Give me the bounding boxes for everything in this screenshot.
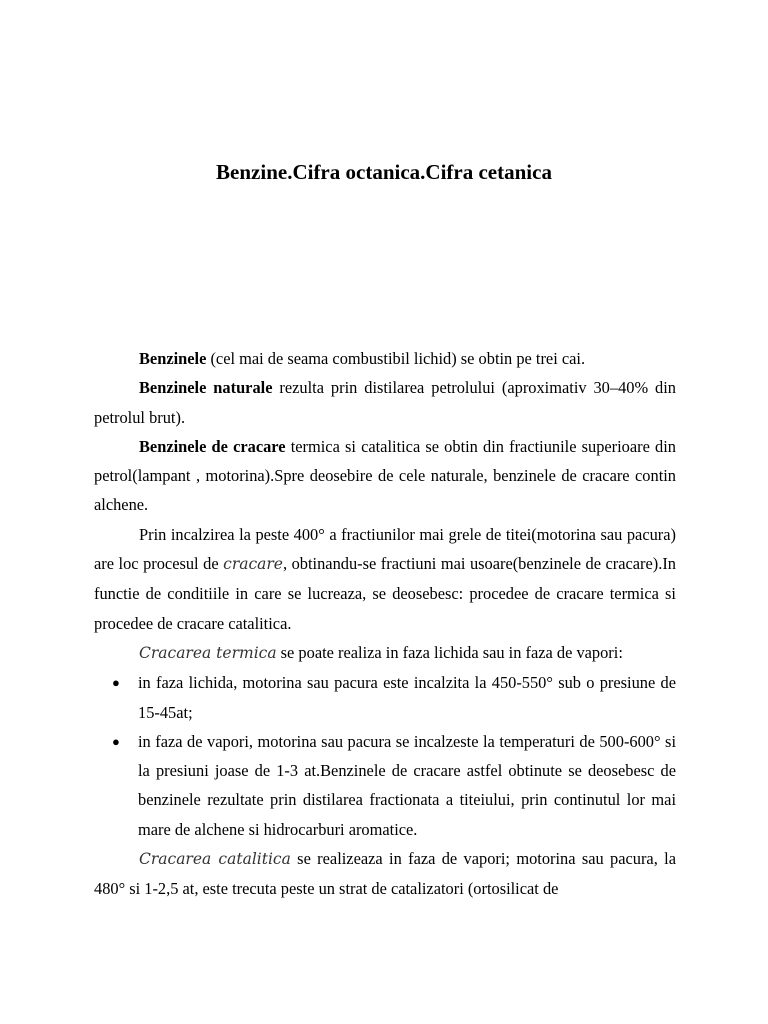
- bold-term: Benzinele de cracare: [139, 436, 286, 456]
- bullet-icon: ●: [112, 675, 120, 691]
- list-item-text: in faza de vapori, motorina sau pacura se incalzeste la temperaturi de 500-600° si la presiuni joase de 1-3 at.Benzinele de cracare astfel obtinute se deosebesc de benzinele rezultate prin distilarea fractionata a titeiului, prin continutul lor mai mare de alchene si hidrocarburi aromatice.: [138, 731, 676, 839]
- paragraph-cracarea-termica: [94, 638, 676, 668]
- list-item-text: in faza lichida, motorina sau pacura este incalzita la 450-550° sub o presiune de 15-45at;: [138, 673, 676, 722]
- paragraph-text: Prin incalzirea la peste 400° a fractiunilor mai grele de titei(motorina sau pacura) are loc procesul de: [94, 524, 676, 574]
- italic-term: Cracarea catalitica: [139, 850, 291, 869]
- list-item: [94, 668, 676, 727]
- paragraph-text: (cel mai de seama combustibil lichid) se obtin pe trei cai.: [206, 349, 586, 368]
- italic-term: cracare: [223, 555, 283, 574]
- paragraph-benzinele: [94, 344, 676, 373]
- bold-term: Benzinele: [139, 349, 207, 368]
- bullet-list: [94, 668, 676, 844]
- document-title: Benzine.Cifra octanica.Cifra cetanica: [216, 160, 552, 184]
- paragraph-text: rezulta prin distilarea petrolului (aproximativ 30–40% din petrolul brut).: [94, 378, 676, 427]
- paragraph-text: , obtinandu-se fractiuni mai usoare(benzinele de cracare).In functie de conditiile in care se lucreaza, se deosebesc: procedee de cracare termica si procedee de cracare catalitica.: [94, 554, 676, 633]
- paragraph-benzinele-de-cracare: [94, 432, 676, 520]
- italic-term: Cracarea termica: [139, 643, 277, 662]
- bullet-icon: ●: [112, 733, 120, 749]
- list-item: [94, 727, 676, 844]
- paragraph-text: se realizeaza in faza de vapori; motorina sau pacura, la 480° si 1-2,5 at, este trecuta peste un strat de catalizatori (ortosilicat de: [94, 849, 676, 899]
- paragraph-cracarea-catalitica: [94, 844, 676, 904]
- paragraph-incalzire: [94, 520, 676, 638]
- paragraph-benzinele-naturale: [94, 373, 676, 432]
- bold-term: Benzinele naturale: [139, 378, 273, 398]
- document-body: [94, 344, 676, 904]
- paragraph-text: se poate realiza in faza lichida sau in faza de vapori:: [276, 642, 623, 662]
- paragraph-text: termica si catalitica se obtin din fractiunile superioare din petrol(lampant , motorina).Spre deosebire de cele naturale, benzinele de cracare contin alchene.: [94, 436, 676, 515]
